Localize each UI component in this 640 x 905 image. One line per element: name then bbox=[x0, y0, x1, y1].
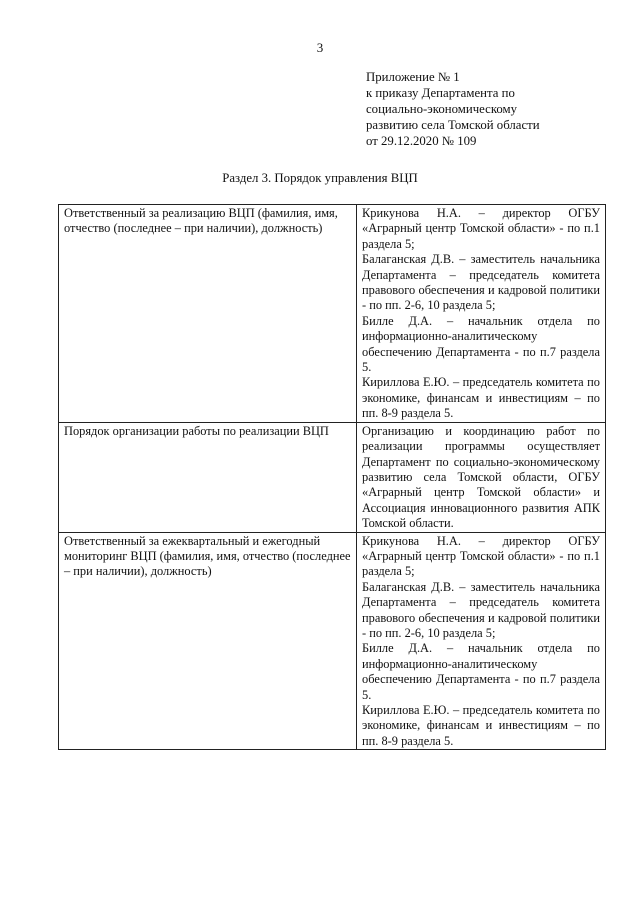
appendix-block bbox=[366, 69, 616, 149]
page-number: 3 bbox=[316, 40, 324, 55]
cell-paragraph: Кириллова Е.Ю. – председатель комитета по экономике, финансам и инвестициям – по пп. 8-9 раздела 5. bbox=[362, 375, 600, 421]
appendix-line: от 29.12.2020 № 109 bbox=[366, 134, 477, 148]
appendix-line: Приложение № 1 bbox=[366, 70, 460, 84]
row-label: Порядок организации работы по реализации ВЦП bbox=[59, 422, 357, 532]
row-label: Ответственный за реализацию ВЦП (фамилия, имя, отчество (последнее – при наличии), должность) bbox=[59, 205, 357, 423]
row-label: Ответственный за ежеквартальный и ежегодный мониторинг ВЦП (фамилия, имя, отчество (последнее – при наличии), должность) bbox=[59, 532, 357, 750]
row-content bbox=[357, 532, 606, 750]
appendix-line: развитию села Томской области bbox=[366, 118, 540, 132]
table-row bbox=[59, 532, 606, 750]
cell-paragraph: Билле Д.А. – начальник отдела по информационно-аналитическому обеспечению Департамента - по п.7 раздела 5. bbox=[362, 641, 600, 702]
cell-paragraph: Кириллова Е.Ю. – председатель комитета по экономике, финансам и инвестициям – по пп. 8-9 раздела 5. bbox=[362, 703, 600, 748]
cell-paragraph: Крикунова Н.А. – директор ОГБУ «Аграрный центр Томской области» - по п.1 раздела 5; bbox=[362, 206, 600, 251]
section-title: Раздел 3. Порядок управления ВЦП bbox=[222, 171, 418, 185]
cell-paragraph: Крикунова Н.А. – директор ОГБУ «Аграрный центр Томской области» - по п.1 раздела 5; bbox=[362, 533, 600, 579]
row-content bbox=[357, 205, 606, 423]
cell-paragraph: Балаганская Д.В. – заместитель начальника Департамента – председатель комитета правового обеспечения и кадровой политики - по пп. 2-6, 10 раздела 5; bbox=[362, 579, 600, 640]
cell-paragraph: Балаганская Д.В. – заместитель начальника Департамента – председатель комитета правового обеспечения и кадровой политики - по пп. 2-6, 10 раздела 5; bbox=[362, 252, 600, 313]
cell-paragraph: Организацию и координацию работ по реализации программы осуществляет Департамент по социально-экономическому развитию села Томской области, ОГБУ «Аграрный центр Томской области» и Ассоциация инновационного развития АПК Томской области. bbox=[362, 423, 600, 531]
table-row bbox=[59, 205, 606, 423]
appendix-line: социально-экономическому bbox=[366, 102, 518, 116]
table-row bbox=[59, 422, 606, 532]
cell-paragraph: Билле Д.А. – начальник отдела по информационно-аналитическому обеспечению Департамента - по п.7 раздела 5. bbox=[362, 313, 600, 375]
management-table bbox=[58, 204, 606, 750]
row-content bbox=[357, 422, 606, 532]
appendix-line: к приказу Департамента по bbox=[366, 86, 515, 100]
